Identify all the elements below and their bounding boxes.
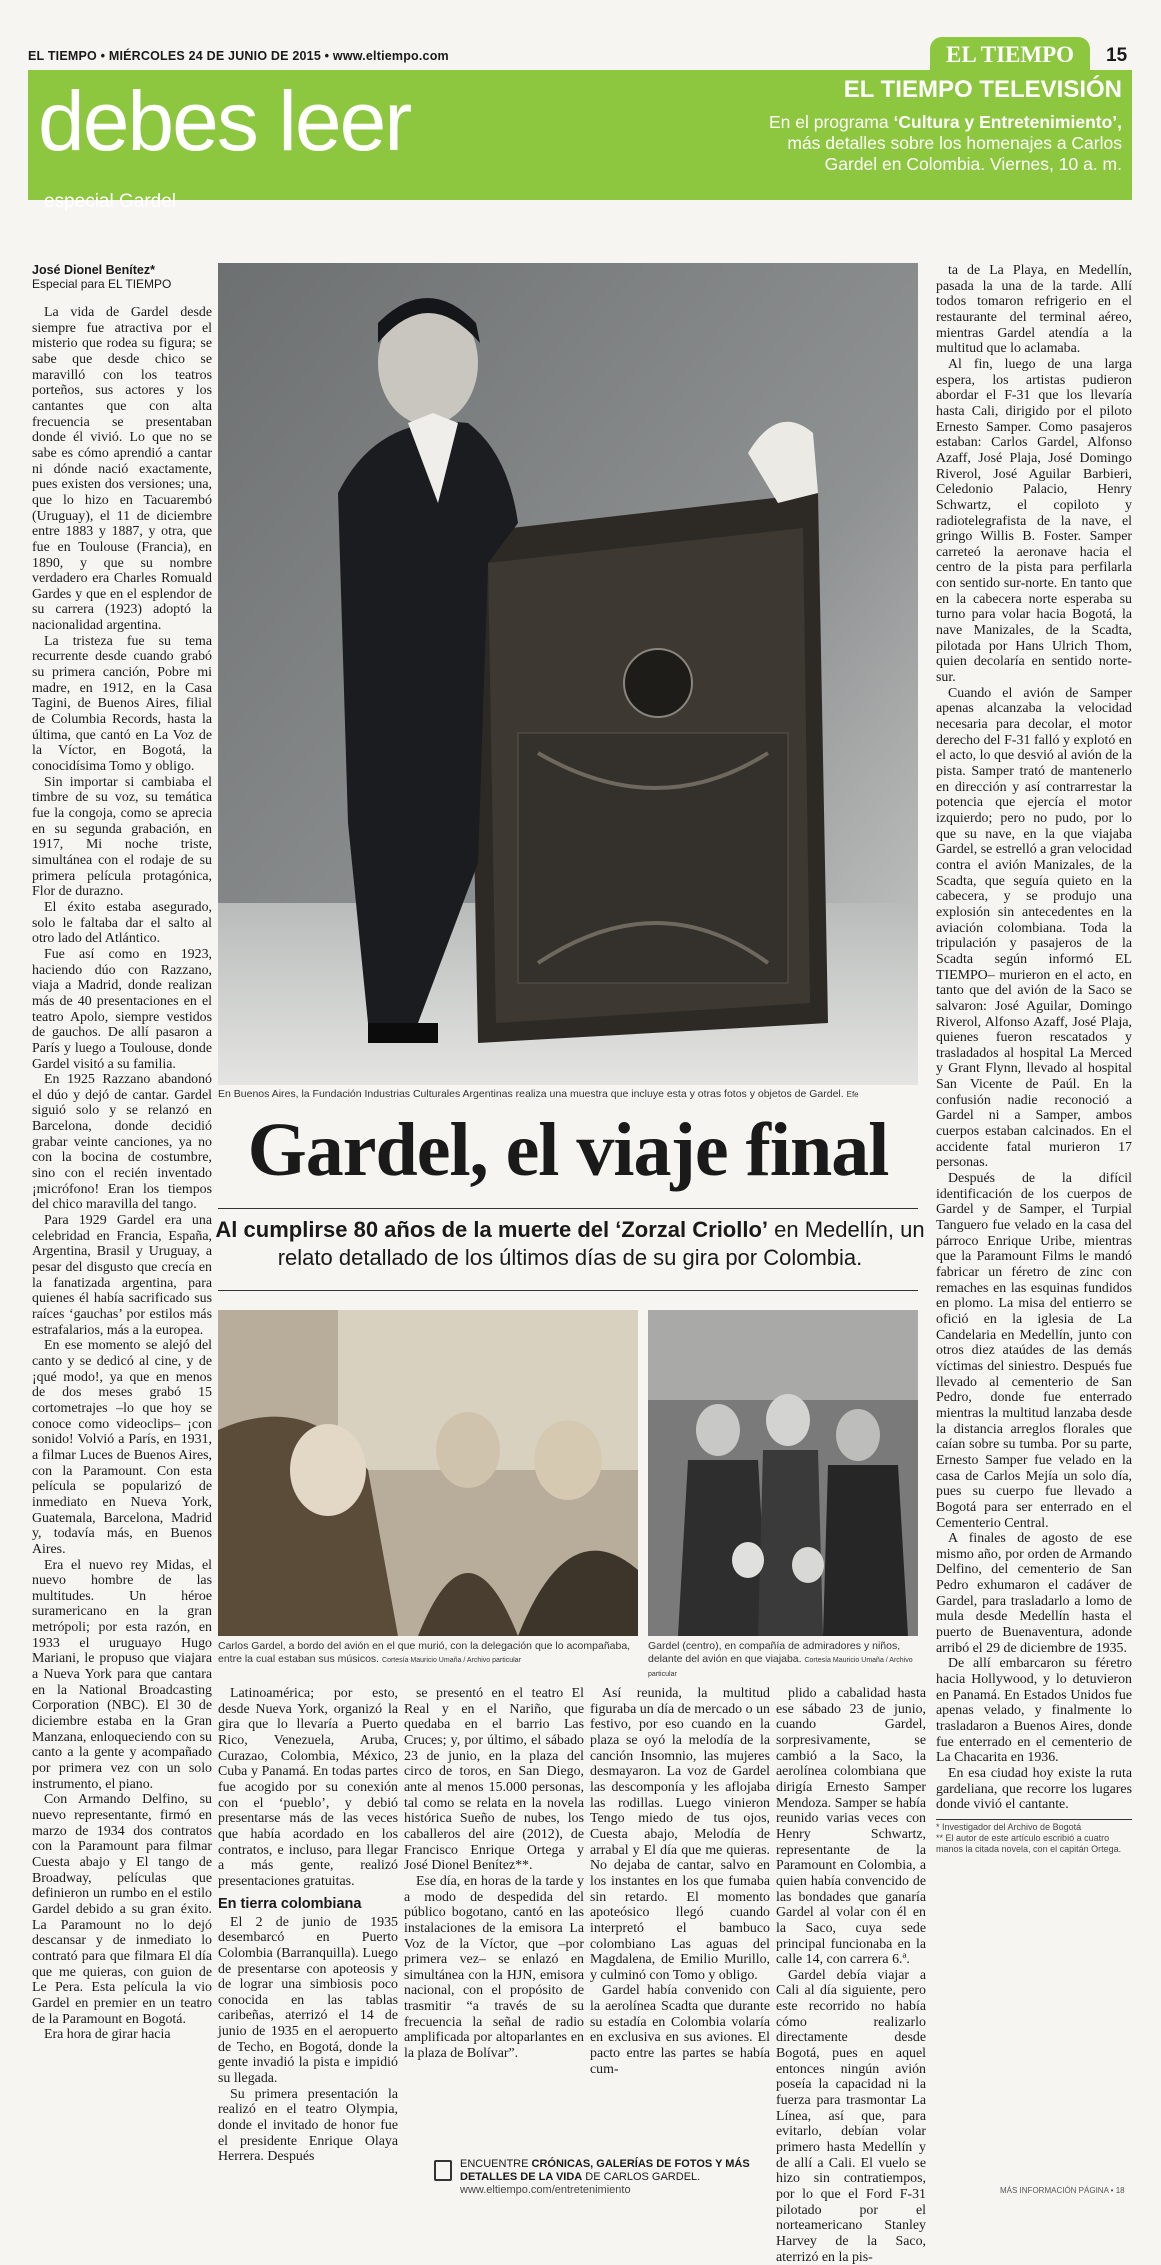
- promo-title: EL TIEMPO TELEVISIÓN: [843, 76, 1122, 103]
- section-tab: EL TIEMPO: [930, 37, 1090, 71]
- author-name: José Dionel Benítez*: [32, 263, 155, 277]
- deck-rule: [218, 1290, 918, 1291]
- paragraph: Era el nuevo rey Midas, el nuevo hombre de las multitudes. Un héroe suramericano en la gran metrópoli; por esta razón, en 1933 el uruguayo Hugo Mariani, le propuso que viajara a Nueva York para que cantara en la National Broadcasting Corporation (NBC). El 30 de diciembre estaba en la Gran Manzana, enloqueciendo con su canto a la gente y acompañado por primera vez con un solo instrumento, el piano.: [32, 1557, 212, 1792]
- document-icon: [434, 2160, 452, 2181]
- paragraph: Era hora de girar hacia: [44, 2027, 171, 2043]
- paragraph: En 1925 Razzano abandonó el dúo y dejó de cantar. Gardel siguió solo y se relanzó en Barcelona, donde decidió grabar veinte canciones, ya no con la bocina de costumbre, sino con el recién inventado ¡micrófono! Eran los tiempos del chico maravilla del tango.: [32, 1072, 212, 1213]
- column-left: [32, 263, 212, 2043]
- paragraph: Gardel había convenido con la aerolínea Scadta que durante su estadía en Colombia volaría en exclusiva en sus aviones. El pacto entre las partes se había cum-: [590, 1983, 770, 2077]
- paragraph: Su primera presentación la realizó en el teatro Olympia, donde el invitado de honor fue el presidente Enrique Olaya Herrera. Después: [218, 2086, 398, 2165]
- paragraph: Después de la difícil identificación de los cuerpos de Gardel y de Samper, el Turpial Tanguero fue velado en la casa del párroco Enrique Uribe, mientras que la Paramount Films le mandó fabricar un féretro de zinc con remaches en las esquinas fundidos en plomo. La misa del entierro se ofició en la iglesia de La Candelaria en Medellín, junto con otros diez ataúdes de las demás víctimas del siniestro. Después fue llevado al cementerio de San Pedro, donde fue enterrado mientras la multitud lanzaba desde la distancia arreglos florales que caían sobre su tumba. Por su parte, Ernesto Samper fue velado en la casa de Carlos Mejía un solo día, pues su cuerpo fue llevado a Bogotá para ser enterrado en el Cementerio Central.: [936, 1171, 1132, 1531]
- column-left-body: [32, 305, 212, 2043]
- paragraph: plido a cabalidad hasta ese sábado 23 de junio, cuando Gardel, sorpresivamente, se cambió a la Saco, la aerolínea colombiana que dirigía Ernesto Samper Mendoza. Samper se había reunido varias veces con Henry Schwartz, representante de la Paramount en Colombia, a quien había convencido de las bondades que ganaría Gardel al volar con él en la Saco, cuya sede principal funcionaba en la calle 14, con carrera 6.ª.: [776, 1686, 926, 1968]
- paragraph: ta de La Playa, en Medellín, pasada la una de la tarde. Allí todos tomaron refrigerio en el restaurante del terminal aéreo, mientras Gardel atendía a la multitud que lo aclamaba.: [936, 263, 1132, 357]
- deck: Al cumplirse 80 años de la muerte del ‘Zorzal Criollo’ en Medellín, un relato detallado de los últimos días de su gira por Colombia.: [215, 1217, 925, 1270]
- column-lower-5: [776, 1686, 926, 2265]
- footnote-1: * Investigador del Archivo de Bogotá: [936, 1821, 1082, 1832]
- photo-crowd: [648, 1310, 918, 1636]
- paragraph: Latinoamérica; por esto, desde Nueva York, organizó la gira que lo llevaría a Puerto Rico, Venezuela, Aruba, Curazao, Colombia, México, Cuba y Panamá. En todas partes fue acogido por su conexión con el ‘pueblo’, y debió presentarse más de las veces que había acordado en los contratos, e incluso, para llegar a más gente, realizó presentaciones gratuitas.: [218, 1686, 398, 1889]
- paragraph: Cuando el avión de Samper apenas alcanzaba la velocidad necesaria para decolar, el motor derecho del F-31 falló y explotó en el acto, lo que desvió al avión de la pista. Samper trató de mantenerlo en dirección y así contrarrestar la potencia que ejercía el motor izquierdo; pero no pudo, por lo que su nave, en la que viajaba Gardel, se estrelló a gran velocidad contra el avión Manizales, de la Scadta, que seguía quieto en la cabecera, y se produjo una explosión sin antecedentes en la aviación colombiana. Toda la tripulación y pasajeros de la Scadta según informó EL TIEMPO– murieron en el acto, en tanto que del avión de la Saco se salvaron: José Aguilar, Domingo Riverol, Alfonso Azaff, José Plaja, quienes fueron rescatados y trasladados al hospital La Merced y Grant Flynn, llevado al hospital San Vicente de Paúl. En la confusión nadie reconoció a Gardel ni a Samper, ambos cuerpos estaban calcinados. En el accidente fatal murieron 17 personas.: [936, 685, 1132, 1171]
- page-number: 15: [1106, 45, 1128, 66]
- column-lower-2: [218, 1686, 398, 2165]
- photo3-caption: Gardel (centro), en compañía de admiradores y niños, delante del avión en que viajaba. Cortesía Mauricio Umaña / Archivo particular: [648, 1640, 913, 1678]
- column-lower-3: [404, 1686, 584, 2062]
- headline: Gardel, el viaje final: [247, 1108, 889, 1192]
- section-subtitle: especial Gardel: [44, 191, 177, 212]
- paragraph: Al fin, luego de una larga espera, los artistas pudieron abordar el F-31 que los llevaría hasta Cali, dirigido por el piloto Ernesto Samper. Como pasajeros estaban: Carlos Gardel, Alfonso Azaff, José Plaja, José Domingo Riverol, José Aguilar Barbieri, Celedonio Palacio, Henry Schwartz, el copiloto y radiotelegrafista de la nave, el gringo Willis B. Foster. Samper carreteó la aeronave hacia el centro de la pista para perfilarla con sentido sur-norte. En tanto que en la cabecera norte esperaba su turno para volar hacia Bogotá, la nave Manizales, de la Scadta, pilotada por Hans Ulrich Thom, quien decolaría en sentido norte-sur.: [936, 356, 1132, 686]
- paragraph: Sin importar si cambiaba el timbre de su voz, su temática fue la congoja, como se aprecia en su segunda grabación, en 1917, Mi noche triste, simultánea con el rodaje de su primera película protagónica, Flor de durazno.: [32, 774, 212, 900]
- paragraph: Fue así como en 1923, haciendo dúo con Razzano, viaja a Madrid, donde realizan más de 40 presentaciones en el teatro Apolo, siempre vestidos de gauchos. De allí pasaron a París y luego a Toulouse, donde Gardel visitó a su familia.: [32, 946, 212, 1072]
- crowd-image: [648, 1310, 918, 1636]
- footer-note: MÁS INFORMACIÓN PÁGINA • 18: [1000, 2186, 1125, 2195]
- paragraph: De allí embarcaron su féretro hacia Hollywood, y lo detuvieron en Panamá. En Estados Unidos fue apenas velado, y finalmente lo trasladaron a Buenos Aires, donde fue enterrado en el cementerio de La Chacarita en 1936.: [936, 1656, 1132, 1766]
- main-photo-caption: En Buenos Aires, la Fundación Industrias Culturales Argentinas realiza una muestra que incluye esta y otras fotos y objetos de Gardel. Efe: [218, 1088, 859, 1100]
- photo-plane-interior: [218, 1310, 638, 1636]
- online-promo[interactable]: ENCUENTRE CRÓNICAS, GALERÍAS DE FOTOS Y MÁS DETALLES DE LA VIDA DE CARLOS GARDEL. www.eltiempo.com/entretenimiento: [434, 2158, 764, 2197]
- author-role: Especial para EL TIEMPO: [32, 277, 172, 291]
- photo2-caption: Carlos Gardel, a bordo del avión en el que murió, con la delegación que lo acompañaba, entre la cual estaban sus músicos. Cortesía Mauricio Umaña / Archivo particular: [218, 1640, 631, 1665]
- paragraph: En esa ciudad hoy existe la ruta gardeliana, que recorre los lugares donde vivió el cantante.: [936, 1766, 1132, 1813]
- promo-url[interactable]: www.eltiempo.com/entretenimiento: [460, 2184, 631, 2196]
- gardel-radio-photo: [218, 263, 918, 1085]
- paragraph: Ese día, en horas de la tarde y a modo de despedida del público bogotano, cantó en las instalaciones de la emisora La Voz de la Víctor, que –por primera vez– se enlazó en simultánea con la HJN, emisora nacional, con el propósito de trasmitir “a través de su frecuencia la señal de radio amplificada por altoparlantes en la plaza de Bolívar”.: [404, 1873, 584, 2062]
- paragraph: Con Armando Delfino, su nuevo representante, firmó en marzo de 1934 dos contratos con la Paramount para filmar Cuesta abajo y El tango de Broadway, películas que definieron un rumbo en el estilo Gardel debido a su gran éxito. La Paramount no lo dejó descansar y de inmediato lo contrató para que filmara El día que me quieras, con guion de Le Pera. Esta película la vio Gardel en premier en un teatro de la Paramount en Bogotá.: [32, 1792, 212, 2027]
- masthead-topline: EL TIEMPO • MIÉRCOLES 24 DE JUNIO DE 2015 • www.eltiempo.com: [28, 49, 449, 63]
- paragraph: Así reunida, la multitud figuraba un día de mercado o un festivo, por eso cuando en la plaza se oyó la melodía de la canción Insomnio, las mujeres desmayaron. La voz de Gardel las descomponía y les aflojaba las rodillas. Luego vinieron Tengo miedo de tus ojos, Cuesta abajo, Melodía de arrabal y El día que me quieras. No dejaba de cantar, salvo en los instantes en los que fumaba sin retardo. El momento apoteósico llegó cuando interpretó el bambuco colombiano Las aguas del Magdalena, de Emilio Murillo, y culminó con Tomo y obligo.: [590, 1686, 770, 1983]
- plane-interior-image: [218, 1310, 638, 1636]
- paragraph: La vida de Gardel desde siempre fue atractiva por el misterio que rodea su figura; se sabe que desde chico se maravilló con los teatros porteños, sus actores y los cantantes que con alta frecuencia se presentaban donde él vivió. Lo que no se sabe es cómo aprendió a cantar ni dónde nació exactamente, pues existen dos versiones; una, que lo hizo en Tacuarembó (Uruguay), el 11 de diciembre entre 1883 y 1887, y otra, que fue en Toulouse (Francia), en 1890, y que su nombre verdadero era Charles Romuald Gardes y que en el esplendor de su carrera (1923) adoptó la nacionalidad argentina.: [32, 305, 212, 634]
- footnote-rule: [936, 1819, 1132, 1820]
- footnote-2: ** El autor de este artículo escribió a cuatro manos la citada novela, con el capitán Ortega.: [936, 1832, 1122, 1854]
- paragraph: En ese momento se alejó del canto y se dedicó al cine, y de ¡qué modo!, ya que en menos de dos meses grabó 15 cortometrajes –lo que hoy se conoce como videoclips– ¡con sonido! Volvió a París, en 1931, a filmar Luces de Buenos Aires, con la Paramount. Con esta película se popularizó de inmediato en Nueva York, Guatemala, Barcelona, Madrid y, todavía más, en Buenos Aires.: [32, 1338, 212, 1557]
- column-right: [936, 263, 1132, 1855]
- column-lower-4: [590, 1686, 770, 2077]
- section-title: debes leer: [38, 74, 411, 168]
- paragraph: A finales de agosto de ese mismo año, por orden de Armando Delfino, del cementerio de San Pedro exhumaron el cadáver de Gardel, para trasladarlo a lomo de mula desde Medellín hasta el puerto de Buenaventura, adonde arribó el 29 de diciembre de 1935.: [936, 1531, 1132, 1656]
- main-photo: [218, 263, 918, 1085]
- paragraph: La tristeza fue su tema recurrente desde cuando grabó su primera canción, Pobre mi madre, en 1912, en la Casa Tagini, de Buenos Aires, filial de Columbia Records, hasta la última, que cantó en La Voz de la Víctor, en Bogotá, la conocidísima Tomo y obligo.: [32, 633, 212, 775]
- paragraph: El 2 de junio de 1935 desembarcó en Puerto Colombia (Barranquilla). Luego de presentarse con apoteosis y de lograr una simbiosis poco conocida en las tablas caribeñas, aterrizó el 14 de junio de 1935 en el aeropuerto de Techo, en Bogotá, donde la gente invadió la pista e impidió su llegada.: [218, 1914, 398, 2087]
- paragraph: Gardel debía viajar a Cali al día siguiente, pero este recorrido no había cómo realizarlo directamente desde Bogotá, pues en aquel entonces ningún avión poseía la capacidad ni la fuerza para trasmontar La Línea, así que, para evitarlo, debían volar primero hasta Medellín y de allí a Cali. El vuelo se hizo sin contratiempos, por lo que el Ford F-31 pilotado por el norteamericano Stanley Harvey de la Saco, aterrizó en la pis-: [776, 1967, 926, 2265]
- headline-rule: [218, 1208, 918, 1209]
- paragraph: El éxito estaba asegurado, solo le faltaba dar el salto al otro lado del Atlántico.: [32, 899, 212, 947]
- subhead-tierra-colombiana: En tierra colombiana: [218, 1895, 362, 1912]
- paragraph: Para 1929 Gardel era una celebridad en Francia, España, Argentina, Brasil y Uruguay, a pesar del disgusto que crecía en la fanatizada argentina, para quienes él había sacrificado sus raíces ‘gauchas’ por estilos más estrafalarios, más a la europea.: [32, 1213, 212, 1338]
- paragraph: se presentó en el teatro El Real y en el Nariño, que quedaba en el barrio Las Cruces; y, por último, el sábado 23 de junio, en la plaza del circo de toros, en San Diego, ante al menos 15.000 personas, tal como se relata en la novela histórica Sueño de nubes, los caballeros del aire (2012), de Francisco Enrique Ortega y José Dionel Benítez**.: [404, 1686, 584, 1874]
- promo-text: En el programa ‘Cultura y Entretenimiento’, más detalles sobre los homenajes a Carlos Gardel en Colombia. Viernes, 10 a. m.: [768, 112, 1122, 174]
